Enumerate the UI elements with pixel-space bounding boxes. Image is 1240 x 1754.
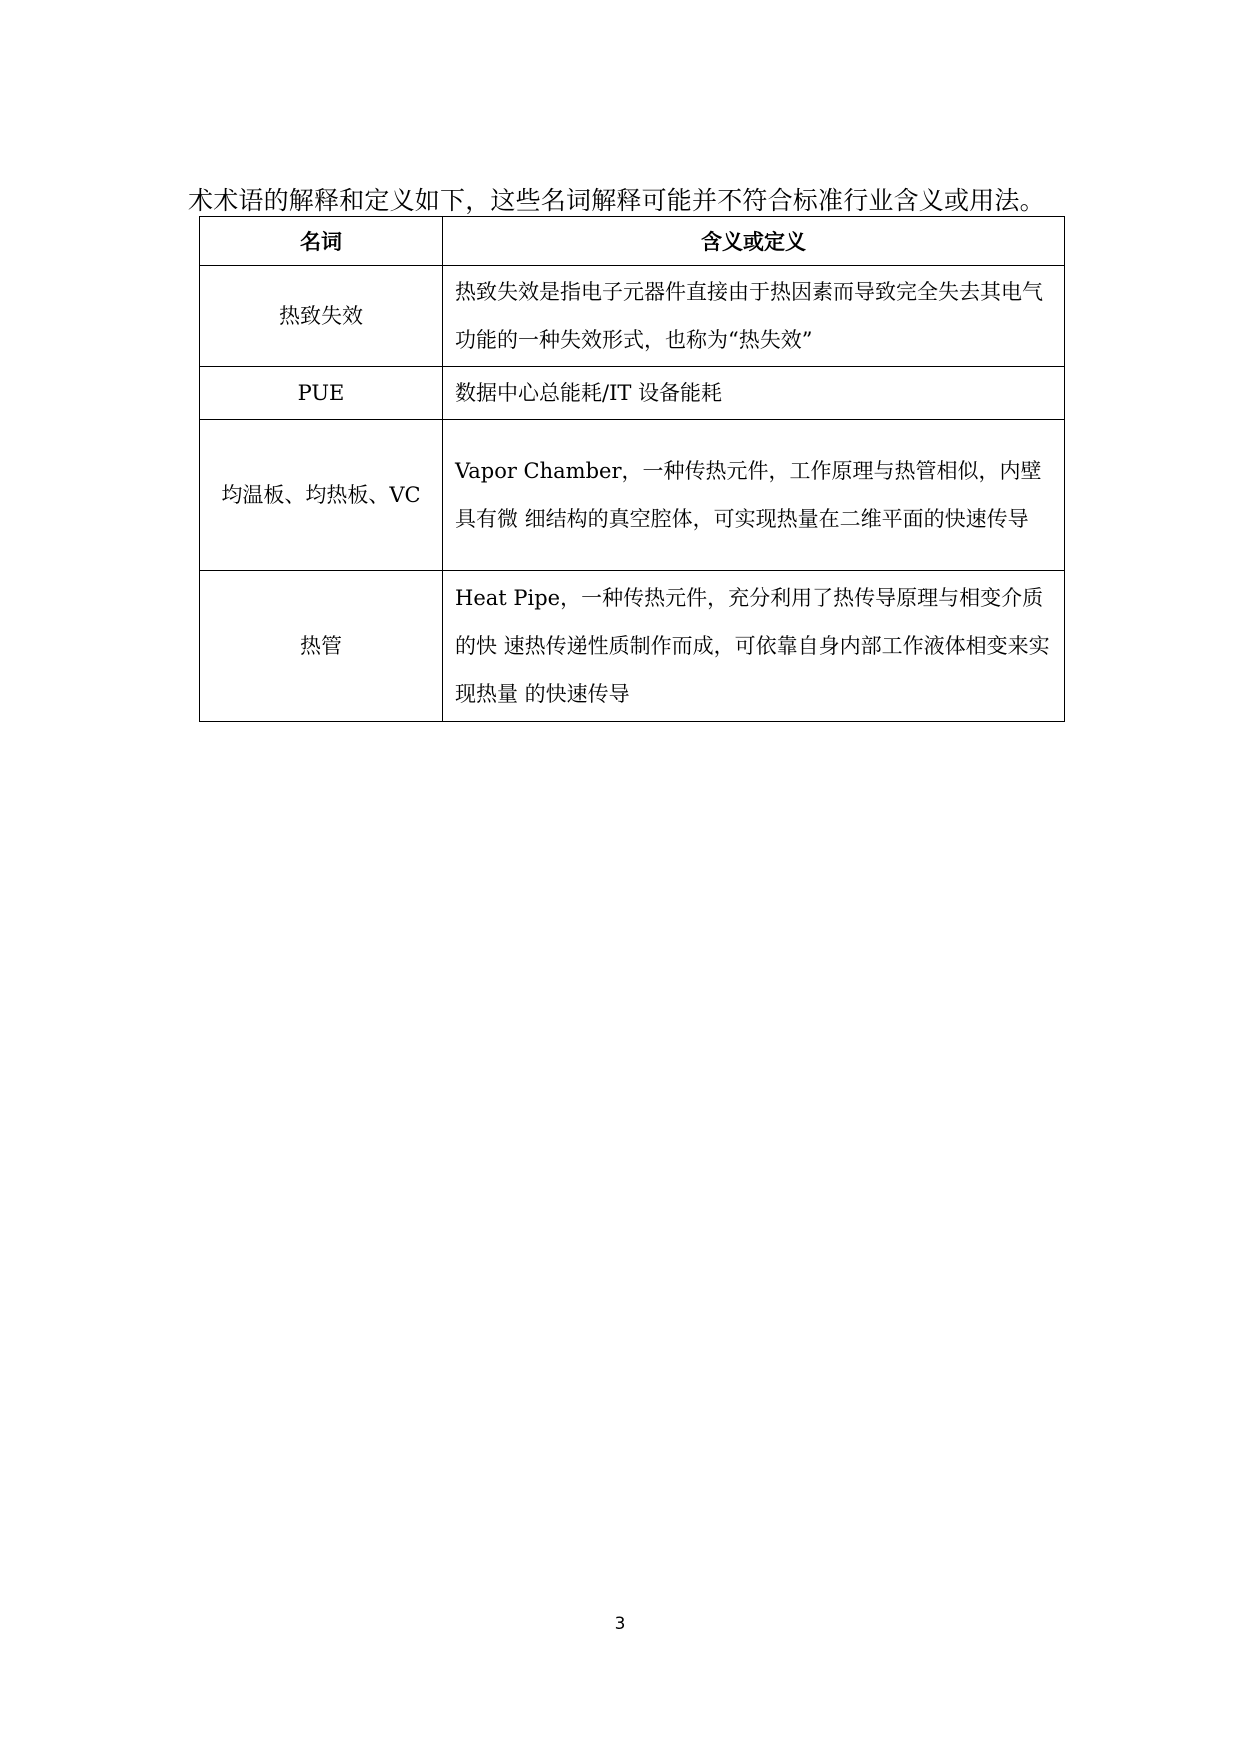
definition-cell: Vapor Chamber，一种传热元件，工作原理与热管相似，内壁具有微 细结构的真空腔体，可实现热量在二维平面的快速传导: [443, 420, 1065, 571]
term-cell: 热致失效: [200, 266, 443, 367]
term-cell: PUE: [200, 367, 443, 420]
term-cell: 均温板、均热板、VC: [200, 420, 443, 571]
page-number: 3: [614, 1614, 626, 1634]
header-term: 名词: [200, 217, 443, 266]
term-cell: 热管: [200, 571, 443, 722]
definition-cell: 数据中心总能耗/IT 设备能耗: [443, 367, 1065, 420]
definition-cell: 热致失效是指电子元器件直接由于热因素而导致完全失去其电气功能的一种失效形式，也称为“热失效”: [443, 266, 1065, 367]
header-definition: 含义或定义: [443, 217, 1065, 266]
table-row: [200, 266, 1065, 367]
definition-cell: Heat Pipe，一种传热元件，充分利用了热传导原理与相变介质的快 速热传递性质制作而成，可依靠自身内部工作液体相变来实现热量 的快速传导: [443, 571, 1065, 722]
table-row: [200, 420, 1065, 571]
intro-paragraph: 术术语的解释和定义如下，这些名词解释可能并不符合标准行业含义或用法。: [188, 186, 1045, 215]
table-header-row: [200, 217, 1065, 266]
table-row: [200, 571, 1065, 722]
table-row: [200, 367, 1065, 420]
glossary-table: [199, 216, 1065, 722]
